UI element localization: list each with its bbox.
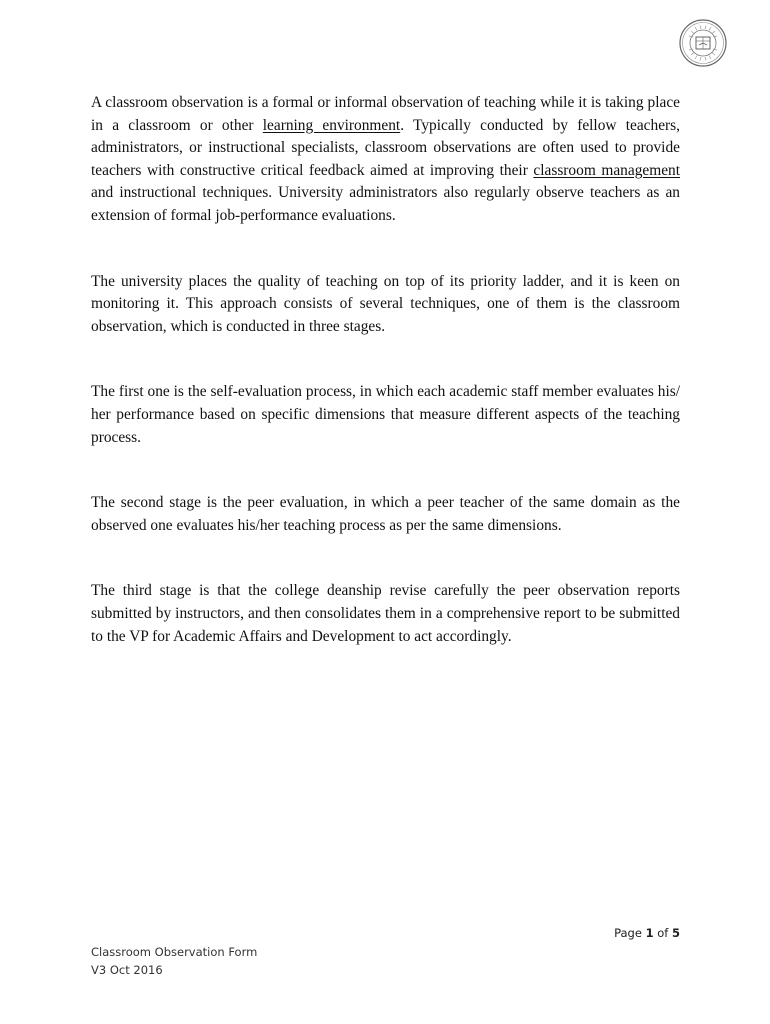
page-of: of [653, 926, 672, 940]
document-body [91, 92, 680, 648]
page-current: 1 [645, 926, 654, 940]
learning-environment-link[interactable]: learning environment [262, 116, 401, 134]
classroom-management-link[interactable]: classroom management [533, 161, 680, 179]
footer [91, 943, 257, 979]
paragraph-teaching-quality: The university places the quality of teaching on top of its priority ladder, and it is keen on monitoring it. This approach consists of several techniques, one of them is the classroom observation, which is conducted in three stages. [91, 272, 680, 335]
paragraph-text: . Typically conducted by fellow teachers, administrators, or instructional specialists, classroom observations are often used to provide teachers with constructive critical feedback aimed at improving their [91, 116, 680, 179]
footer-version: V3 Oct 2016 [91, 963, 163, 977]
footer-title: Classroom Observation Form [91, 945, 258, 959]
page-number [614, 926, 680, 940]
paragraph-classroom-observation-definition [91, 92, 680, 228]
page-prefix: Page [614, 926, 646, 940]
paragraph-self-evaluation: The first one is the self-evaluation process, in which each academic staff member evaluates his/ her performance based on specific dimensions that measure different aspects of the teaching process. [91, 383, 680, 446]
page-total: 5 [671, 926, 680, 940]
paragraph-text: and instructional techniques. University administrators also regularly observe teachers as an extension of formal job-performance evaluations. [91, 184, 680, 224]
paragraph-deanship-review: The third stage is that the college deanship revise carefully the peer observation reports submitted by instructors, and then consolidates them in a comprehensive report to be submitted to the VP for Academic Affairs and Development to act accordingly. [91, 582, 680, 645]
paragraph-text: A classroom observation is a formal or informal observation of teaching while it is taking place in a classroom or other [91, 94, 680, 134]
paragraph-peer-evaluation: The second stage is the peer evaluation, in which a peer teacher of the same domain as the observed one evaluates his/her teaching process as per the same dimensions. [91, 494, 680, 534]
university-seal-icon [679, 19, 727, 67]
